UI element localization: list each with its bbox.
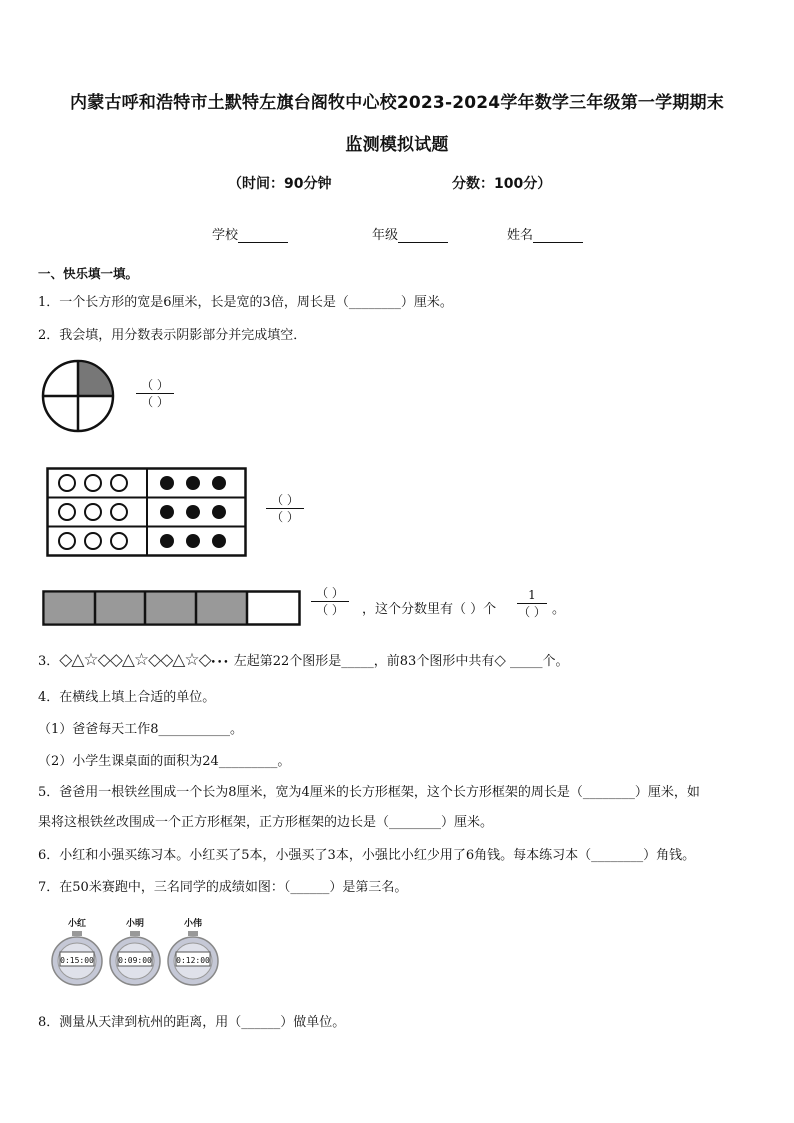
unit-numerator: 1 xyxy=(528,588,536,602)
unit-denominator-blank[interactable]: （ ） xyxy=(518,605,546,619)
school-blank[interactable] xyxy=(238,228,288,243)
question-4-2: （2）小学生课桌面的面积为24_________。 xyxy=(38,754,291,769)
question-5-line-1: 5．爸爸用一根铁丝围成一个长为8厘米，宽为4厘米的长方形框架，这个长方形框架的周长是（________）厘米，如 xyxy=(38,785,700,800)
q3-text: 左起第22个图形是_____，前83个图形中共有 xyxy=(229,654,495,669)
question-8: 8．测量从天津到杭州的距离，用（______）做单位。 xyxy=(38,1015,346,1030)
stopwatch-time: 0:09:00 xyxy=(118,956,152,965)
dots-grid-figure xyxy=(46,467,248,557)
q2c-text: ，这个分数里有（ ）个 xyxy=(362,602,497,617)
shape-sequence: ◇△☆◇◇△☆◇◇△☆◇ xyxy=(59,650,211,670)
q3-label: 3． xyxy=(38,654,60,669)
stopwatch-icon xyxy=(50,929,104,987)
stopwatch-icon xyxy=(108,929,162,987)
stopwatch-name: 小伟 xyxy=(183,919,202,929)
q3-end: _____个。 xyxy=(505,654,569,669)
question-7: 7．在50米赛跑中，三名同学的成绩如图：（______）是第三名。 xyxy=(38,880,408,895)
stopwatch-1 xyxy=(50,916,104,991)
question-4-1: （1）爸爸每天工作8___________。 xyxy=(38,722,244,737)
denominator-blank[interactable]: （ ） xyxy=(271,510,299,524)
title-line-1: 内蒙古呼和浩特市土默特左旗台阁牧中心校2023-2024学年数学三年级第一学期期末 xyxy=(70,93,724,113)
stopwatch-time: 0:15:00 xyxy=(60,956,94,965)
stopwatch-2 xyxy=(108,916,162,991)
question-3 xyxy=(38,650,569,670)
denominator-blank[interactable]: （ ） xyxy=(141,395,169,409)
name-blank[interactable] xyxy=(533,228,583,243)
question-2: 2．我会填，用分数表示阴影部分并完成填空． xyxy=(38,328,307,343)
diamond-icon: ◇ xyxy=(494,651,506,669)
question-4: 4．在横线上填上合适的单位。 xyxy=(38,690,216,705)
question-6: 6．小红和小强买练习本。小红买了5本，小强买了3本，小强比小红少用了6角钱。每本练习本（________）角钱。 xyxy=(38,848,696,863)
grade-label: 年级 xyxy=(372,228,399,243)
fraction-answer-c[interactable] xyxy=(311,585,349,618)
stopwatch-name: 小明 xyxy=(125,919,144,929)
question-1: 1．一个长方形的宽是6厘米，长是宽的3倍，周长是（________）厘米。 xyxy=(38,295,453,310)
stopwatch-3 xyxy=(166,916,220,991)
name-label: 姓名 xyxy=(507,228,534,243)
stopwatch-row xyxy=(50,916,220,991)
time-info: （时间：90分钟 xyxy=(228,176,332,192)
numerator-blank[interactable]: （ ） xyxy=(141,378,169,392)
name-field xyxy=(507,224,583,243)
title-line-2: 监测模拟试题 xyxy=(345,135,449,155)
stopwatch-time: 0:12:00 xyxy=(176,956,210,965)
quarter-circle-figure xyxy=(40,358,116,434)
grade-blank[interactable] xyxy=(398,228,448,243)
school-field xyxy=(212,224,288,243)
stopwatch-icon xyxy=(166,929,220,987)
unit-fraction xyxy=(517,587,547,620)
score-info: 分数：100分） xyxy=(452,176,552,192)
denominator-blank[interactable]: （ ） xyxy=(316,603,344,617)
grade-field xyxy=(372,224,448,243)
question-5-line-2: 果将这根铁丝改围成一个正方形框架，正方形框架的边长是（________）厘米。 xyxy=(38,815,494,830)
q2c-end: 。 xyxy=(552,602,566,617)
fraction-answer-b[interactable] xyxy=(266,492,304,525)
ellipsis-dots: ••• xyxy=(210,658,230,668)
stopwatch-name: 小红 xyxy=(67,919,86,929)
fraction-answer-a[interactable] xyxy=(136,377,174,410)
bar-figure xyxy=(42,590,302,626)
section-title: 一、快乐填一填。 xyxy=(38,266,139,281)
school-label: 学校 xyxy=(212,228,239,243)
numerator-blank[interactable]: （ ） xyxy=(316,586,344,600)
numerator-blank[interactable]: （ ） xyxy=(271,493,299,507)
